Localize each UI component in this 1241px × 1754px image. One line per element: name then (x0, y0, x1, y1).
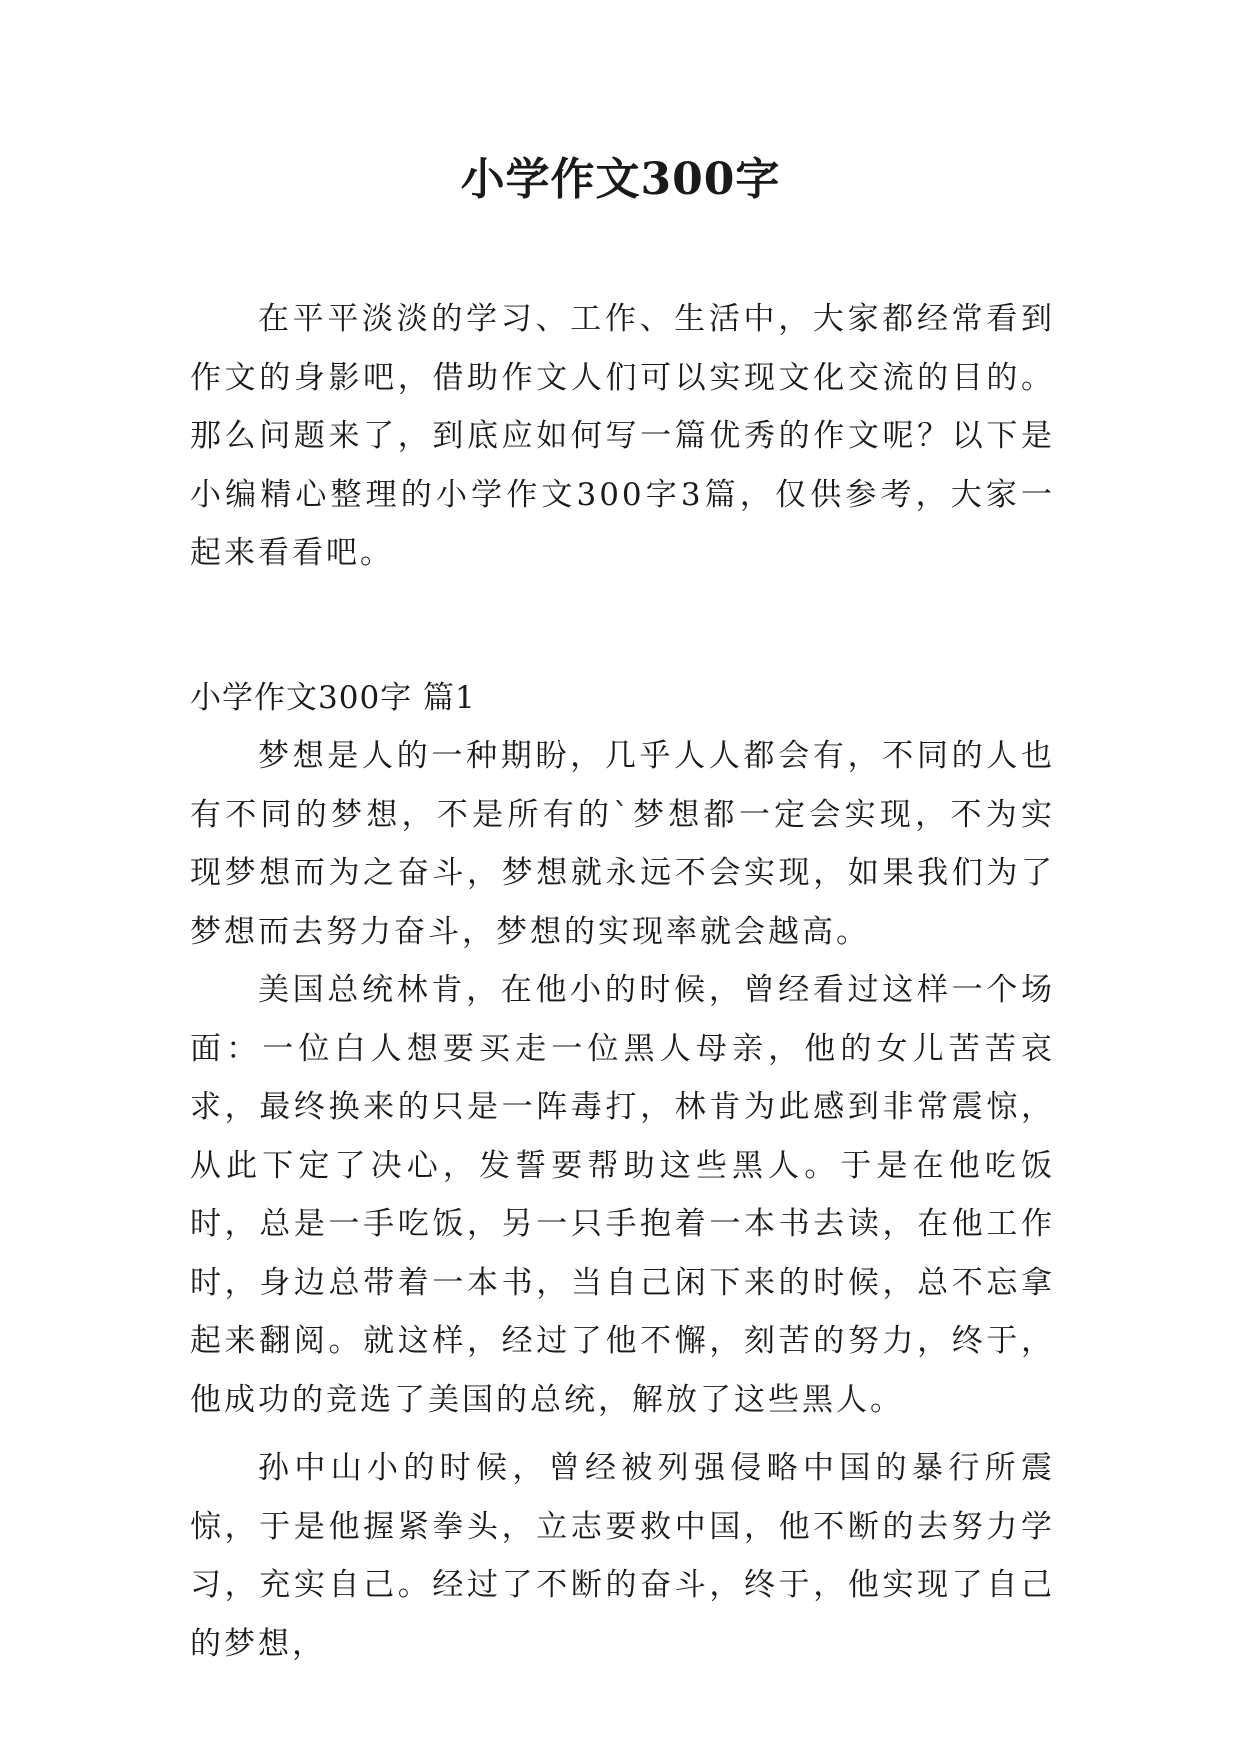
body-paragraph: 梦想是人的一种期盼，几乎人人都会有，不同的人也有不同的梦想，不是所有的`梦想都一定会实现，不为实现梦想而为之奋斗，梦想就永远不会实现，如果我们为了梦想而去努力奋斗，梦想的实现率就会越高。 (190, 738, 1055, 950)
document-title: 小学作文300字 (460, 154, 781, 205)
body-paragraph: 孙中山小的时候，曾经被列强侵略中国的暴行所震惊，于是他握紧拳头，立志要救中国，他不断的去努力学习，充实自己。经过了不断的奋斗，终于，他实现了自己的梦想， (190, 1450, 1055, 1662)
body-paragraph: 美国总统林肯，在他小的时候，曾经看过这样一个场面：一位白人想要买走一位黑人母亲，他的女儿苦苦哀求，最终换来的只是一阵毒打，林肯为此感到非常震惊，从此下定了决心，发誓要帮助这些黑人。于是在他吃饭时，总是一手吃饭，另一只手抱着一本书去读，在他工作时，身边总带着一本书，当自己闲下来的时候，总不忘拿起来翻阅。就这样，经过了他不懈，刻苦的努力，终于，他成功的竞选了美国的总统，解放了这些黑人。 (190, 972, 1055, 1418)
spacer (190, 1429, 1055, 1439)
document-body (190, 290, 1055, 1673)
intro-paragraph: 在平平淡淡的学习、工作、生活中，大家都经常看到作文的身影吧，借助作文人们可以实现文化交流的目的。那么问题来了，到底应如何写一篇优秀的作文呢？以下是小编精心整理的小学作文300字3篇，仅供参考，大家一起来看看吧。 (190, 301, 1055, 571)
spacer (190, 583, 1055, 669)
section-heading: 小学作文300字 篇1 (190, 679, 476, 716)
